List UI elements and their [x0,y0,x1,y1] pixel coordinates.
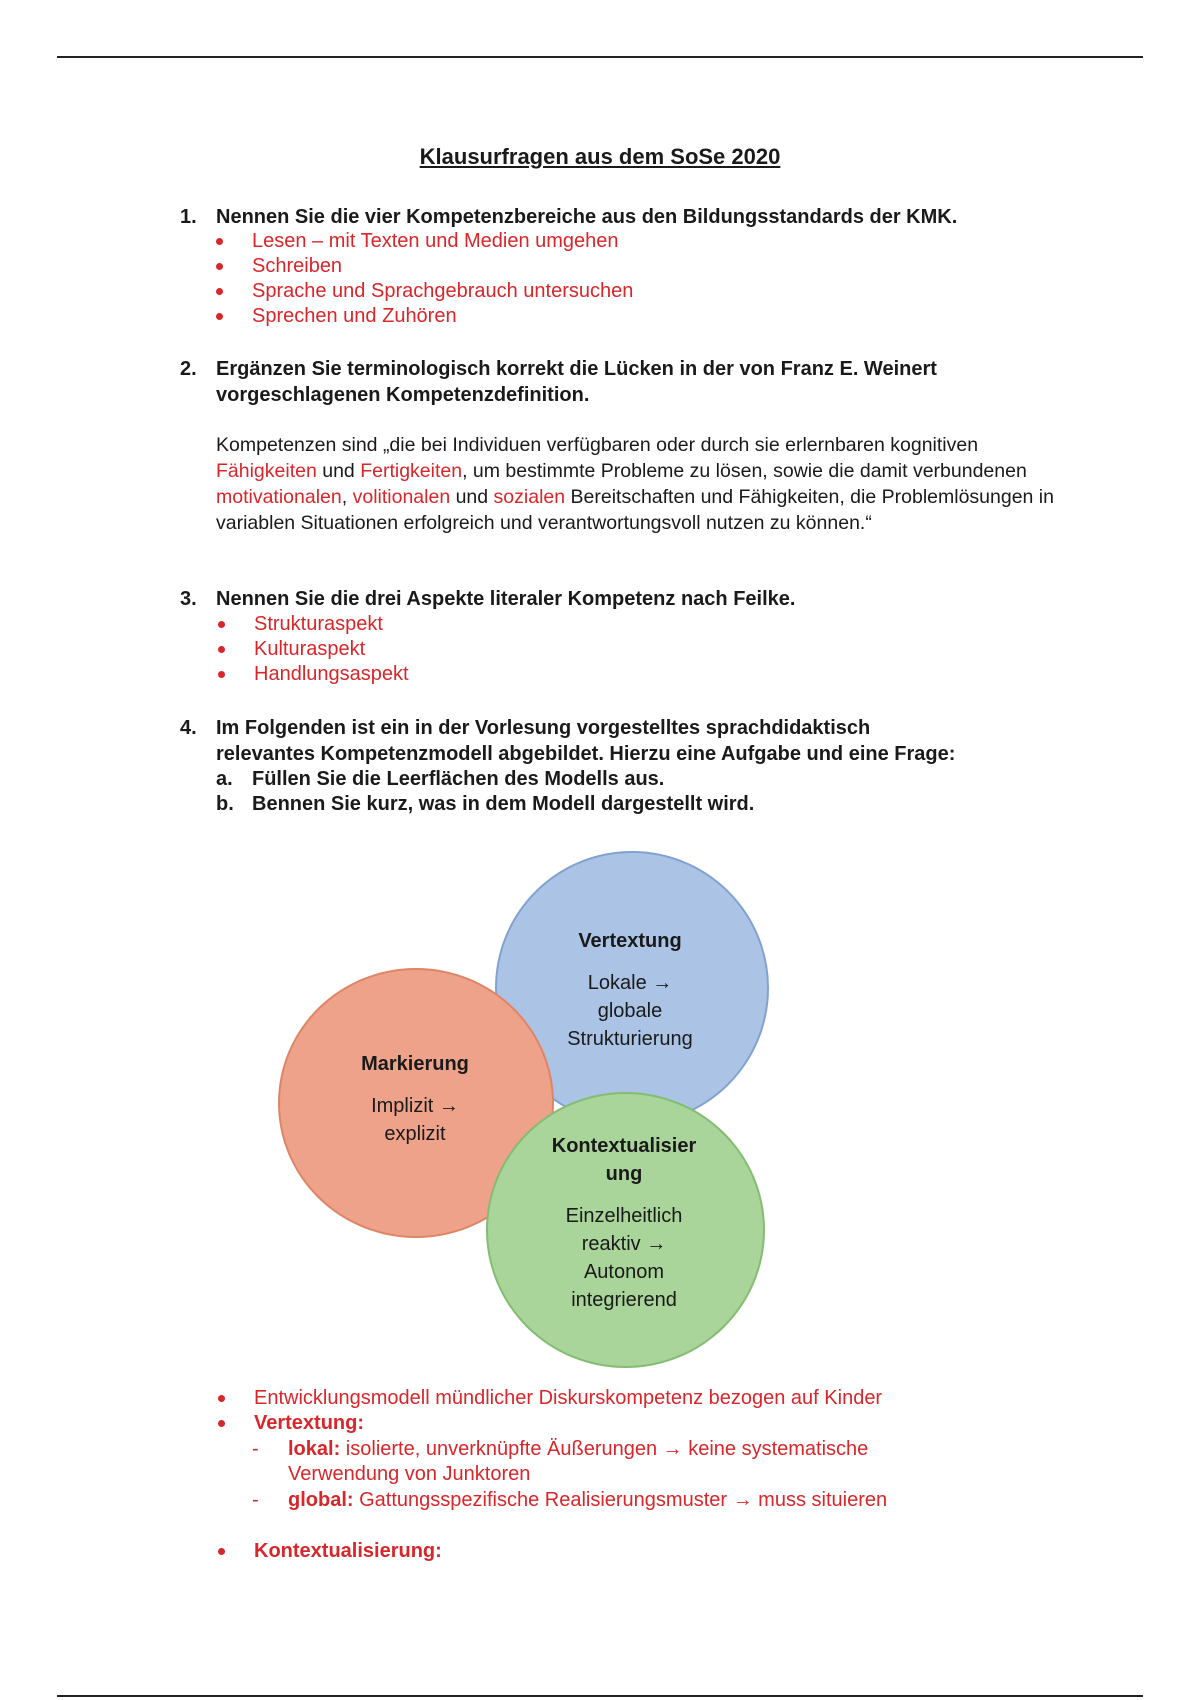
list-item: Sprache und Sprachgebrauch untersuchen [214,279,633,304]
gap-answer: Fähigkeiten [216,460,317,482]
subtask-text: Bennen Sie kurz, was in dem Modell dargestellt wird. [252,793,755,815]
definition-paragraph [216,432,1076,536]
term-text: Verwendung von Junktoren [288,1463,531,1485]
question-2 [180,356,1080,408]
subtask-a [216,766,664,792]
list-item: Kulturaspekt [216,637,409,662]
list-item: Schreiben [214,254,633,279]
list-item: Sprechen und Zuhören [214,304,633,329]
vertextung-label [530,927,730,1053]
question-text-line-2: relevantes Kompetenzmodell abgebildet. Hierzu eine Aufgabe und eine Frage: [216,743,956,765]
question-number: 1. [180,206,197,228]
list-item: Lesen – mit Texten und Medien umgehen [214,229,633,254]
subtask-text: Füllen Sie die Leerflächen des Modells aus. [252,768,665,790]
subtask-label: a. [216,768,233,790]
circle-title: ung [605,1163,643,1185]
definition-text: Kompetenzen sind „die bei Individuen verfügbaren oder durch sie erlernbaren kognitiven [216,434,979,456]
question-text: Nennen Sie die vier Kompetenzbereiche aus den Bildungsstandards der KMK. [216,206,958,228]
term-text: Gattungsspezifische Realisierungsmuster → muss situieren [353,1489,888,1511]
list-item: Entwicklungsmodell mündlicher Diskurskompetenz bezogen auf Kinder [216,1386,882,1411]
circle-title: Vertextung [578,930,682,952]
circle-title: Markierung [361,1053,469,1075]
bottom-rule [57,1695,1143,1697]
answer-list-3 [216,612,409,687]
list-item: Strukturaspekt [216,612,409,637]
question-3 [180,586,1080,612]
list-item: Handlungsaspekt [216,662,409,687]
circle-text: Einzelheitlich [565,1205,683,1227]
circle-text: Implizit → [371,1095,459,1117]
term-label: lokal: [288,1438,341,1460]
definition-text: und [316,460,361,482]
dash-marker: - [252,1489,259,1511]
question-number: 3. [180,588,197,610]
definition-text: und [450,486,494,508]
answer-list-4b [216,1539,442,1564]
subtask-b [216,791,754,817]
question-text-line-1: Im Folgenden ist ein in der Vorlesung vorgestelltes sprachdidaktisch [216,717,871,739]
answer-list-1 [214,229,633,329]
question-text-line-1: Ergänzen Sie terminologisch korrekt die Lücken in der von Franz E. Weinert [216,358,937,380]
markierung-label [325,1050,505,1148]
subtask-label: b. [216,793,234,815]
top-rule [57,56,1143,58]
circle-text: Strukturierung [567,1028,693,1050]
circle-text: Lokale → [587,972,673,994]
question-number: 4. [180,717,197,739]
circle-text: explizit [384,1123,446,1145]
circle-text: integrierend [571,1289,677,1311]
kontextualisierung-label [524,1132,724,1314]
list-item: Vertextung: [216,1411,882,1436]
list-item: Kontextualisierung: [216,1539,442,1564]
definition-text: , um bestimmte Probleme zu lösen, sowie die damit verbundenen [462,460,1027,482]
circle-title: Kontextualisier [551,1135,697,1157]
dash-item-lokal [252,1437,992,1487]
definition-text: , [341,486,353,508]
circle-text: Autonom [583,1261,665,1283]
circle-text: reaktiv → [581,1233,667,1255]
answer-list-4 [216,1386,882,1436]
term-label: global: [288,1489,354,1511]
question-text-line-2: vorgeschlagenen Kompetenzdefinition. [216,384,590,406]
page-title: Klausurfragen aus dem SoSe 2020 [419,144,781,169]
question-number: 2. [180,358,197,380]
question-text: Nennen Sie die drei Aspekte literaler Kompetenz nach Feilke. [216,588,796,610]
question-4 [180,715,1080,767]
gap-answer: motivationalen [216,486,342,508]
gap-answer: sozialen [493,486,566,508]
term-text: isolierte, unverknüpfte Äußerungen → keine systematische [340,1438,869,1460]
gap-answer: Fertigkeiten [360,460,463,482]
dash-item-global [252,1488,992,1513]
definition-text: Bereitschaften und Fähigkeiten, die Problemlösungen in variablen Situationen erfolgreich und verantwortungsvoll nutzen zu können.“ [216,486,1054,534]
circle-text: globale [597,1000,663,1022]
question-1 [180,204,1080,230]
gap-answer: volitionalen [352,486,451,508]
dash-marker: - [252,1438,259,1460]
